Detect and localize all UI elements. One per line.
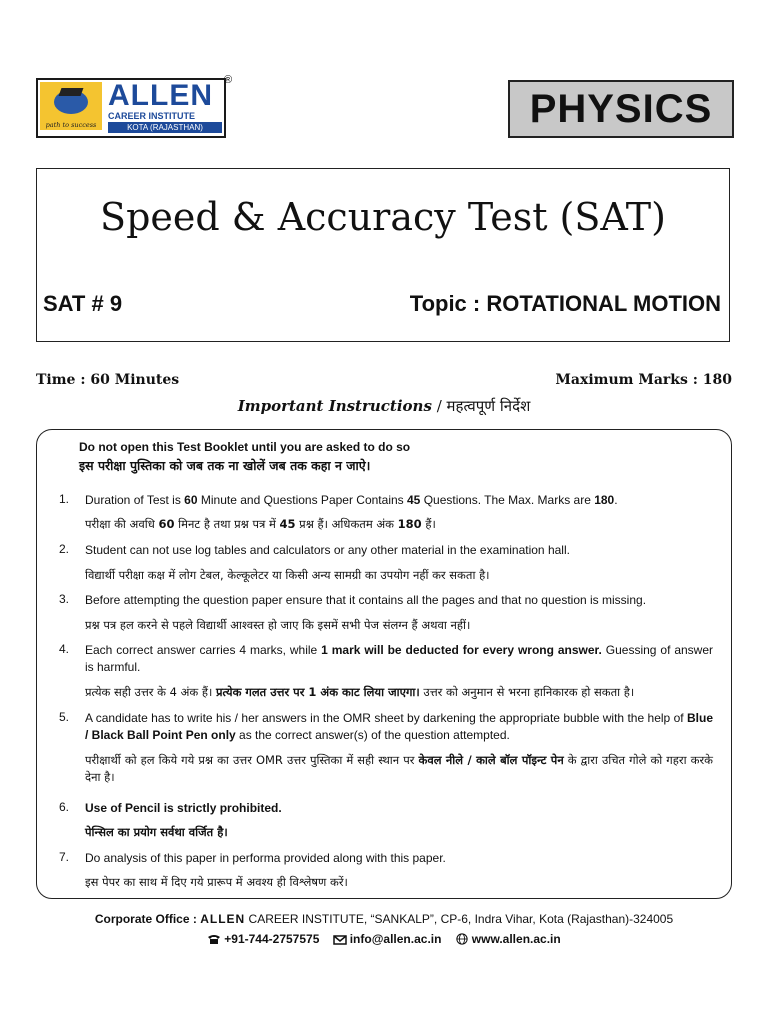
- text-part: Guessing of answer is harmful.: [85, 643, 714, 674]
- logo-emblem: [40, 82, 102, 130]
- time-limit: Time : 60 Minutes: [36, 372, 180, 388]
- footer-brand: ALLEN: [200, 912, 246, 926]
- graduation-cap-icon: [59, 88, 84, 96]
- text-part: Minute and Questions Paper Contains: [197, 493, 407, 507]
- topic: Topic : ROTATIONAL MOTION: [409, 291, 721, 316]
- warning-en: Do not open this Test Booklet until you are asked to do so: [79, 440, 411, 454]
- instruction-en: [85, 492, 713, 509]
- text-bold: 60: [184, 493, 198, 507]
- instruction-en: Before attempting the question paper ensure that it contains all the pages and that no question is missing.: [85, 593, 647, 607]
- text-part: उत्तर को अनुमान से भरना हानिकारक हो सकता है।: [419, 685, 635, 699]
- instructions-heading-hi: महत्वपूर्ण निर्देश: [446, 397, 531, 415]
- logo-tagline: path to success: [45, 121, 97, 129]
- instruction-en: Student can not use log tables and calculators or any other material in the examination hall.: [85, 543, 570, 557]
- sat-number: SAT # 9: [43, 291, 123, 316]
- text-bold: 45: [407, 493, 421, 507]
- text-bold: Blue / Black Ball Point Pen only: [85, 711, 713, 742]
- instructions-box: [36, 429, 732, 899]
- instruction-hi: [85, 684, 713, 701]
- footer-email[interactable]: info@allen.ac.in: [349, 932, 442, 946]
- phone-icon: [207, 933, 221, 945]
- instructions-heading-separator: /: [431, 397, 447, 415]
- subject-box: [508, 80, 734, 138]
- text-part: परीक्षा की अवधि: [85, 517, 159, 531]
- email-icon: [333, 933, 347, 945]
- instruction-en: Do analysis of this paper in performa provided along with this paper.: [85, 851, 446, 865]
- text-part: परीक्षार्थी को हल किये गये प्रश्न का उत्तर OMR उत्तर पुस्तिका में सही स्थान पर: [85, 753, 419, 767]
- text-bold: केवल नीले / काले बॉल पॉइन्ट पेन: [418, 753, 564, 767]
- registered-mark: ®: [224, 74, 233, 86]
- footer-phone: +91-744-2757575: [224, 932, 320, 946]
- text-part: as the correct answer(s) of the question attempted.: [235, 728, 510, 742]
- instruction-number: 5.: [59, 710, 70, 724]
- test-title: Speed & Accuracy Test (SAT): [100, 195, 666, 239]
- logo-location: KOTA (RAJASTHAN): [108, 122, 222, 133]
- instruction-hi: पेन्सिल का प्रयोग सर्वथा वर्जित है।: [85, 825, 228, 839]
- footer-address: [0, 912, 768, 926]
- footer-contacts: [0, 932, 768, 946]
- instruction-hi: प्रश्न पत्र हल करने से पहले विद्यार्थी आश्वस्त हो जाए कि इसमें सभी पेज संलग्न हैं अथवा नहीं।: [85, 618, 471, 632]
- text-part: प्रत्येक सही उत्तर के 4 अंक हैं।: [85, 685, 217, 699]
- instruction-number: 1.: [59, 492, 70, 506]
- text-part: मिनट है तथा प्रश्न पत्र में: [174, 517, 280, 531]
- instruction-en: Use of Pencil is strictly prohibited.: [85, 801, 282, 815]
- instruction-number: 7.: [59, 850, 70, 864]
- globe-icon: [455, 933, 469, 945]
- text-part: .: [614, 493, 618, 507]
- instructions-heading: [0, 396, 768, 416]
- text-part: A candidate has to write his / her answers in the OMR sheet by darkening the appropriate bubble with the help of: [85, 711, 687, 725]
- logo-brand: ALLEN: [108, 79, 213, 112]
- text-bold: 45: [279, 517, 296, 531]
- text-bold: 1 mark will be deducted for every wrong answer.: [321, 643, 602, 657]
- max-marks: Maximum Marks : 180: [555, 372, 732, 388]
- text-part: हैं।: [421, 517, 436, 531]
- text-bold: 180: [594, 493, 615, 507]
- text-part: के द्वारा उचित गोले को गहरा करके देना है।: [85, 753, 713, 784]
- text-part: Questions. The Max. Marks are: [420, 493, 595, 507]
- instruction-hi: विद्यार्थी परीक्षा कक्ष में लोग टेबल, केल्कूलेटर या किसी अन्य सामग्री का उपयोग नहीं कर सकता है।: [85, 568, 490, 582]
- text-bold: प्रत्येक गलत उत्तर पर 1 अंक काट लिया जाएगा।: [216, 685, 420, 699]
- footer-address-text: CAREER INSTITUTE, “SANKALP”, CP-6, Indra Vihar, Kota (Rajasthan)-324005: [245, 912, 674, 926]
- instruction-hi: [85, 752, 713, 786]
- title-box: [36, 168, 730, 342]
- logo-subtitle: CAREER INSTITUTE: [108, 111, 196, 121]
- instruction-hi: इस पेपर का साथ में दिए गये प्रारूप में अवश्य ही विश्लेषण करें।: [85, 875, 348, 889]
- text-bold: 60: [158, 517, 175, 531]
- text-part: प्रश्न हैं। अधिकतम अंक: [295, 517, 398, 531]
- allen-logo: [36, 78, 226, 138]
- instruction-en: [85, 642, 713, 676]
- instruction-hi: [85, 516, 713, 533]
- footer-label: Corporate Office :: [94, 912, 201, 926]
- footer-website[interactable]: www.allen.ac.in: [471, 932, 561, 946]
- text-bold: 180: [397, 517, 422, 531]
- instruction-number: 2.: [59, 542, 70, 556]
- text-part: Duration of Test is: [85, 493, 185, 507]
- text-part: Each correct answer carries 4 marks, while: [85, 643, 322, 657]
- warning-hi: इस परीक्षा पुस्तिका को जब तक ना खोलें जब तक कहा न जाऐ।: [79, 458, 371, 473]
- subject-label: PHYSICS: [529, 86, 713, 131]
- instruction-number: 3.: [59, 592, 70, 606]
- instruction-number: 6.: [59, 800, 70, 814]
- instruction-en: [85, 710, 713, 744]
- instructions-heading-en: Important Instructions: [237, 397, 432, 415]
- instruction-number: 4.: [59, 642, 70, 656]
